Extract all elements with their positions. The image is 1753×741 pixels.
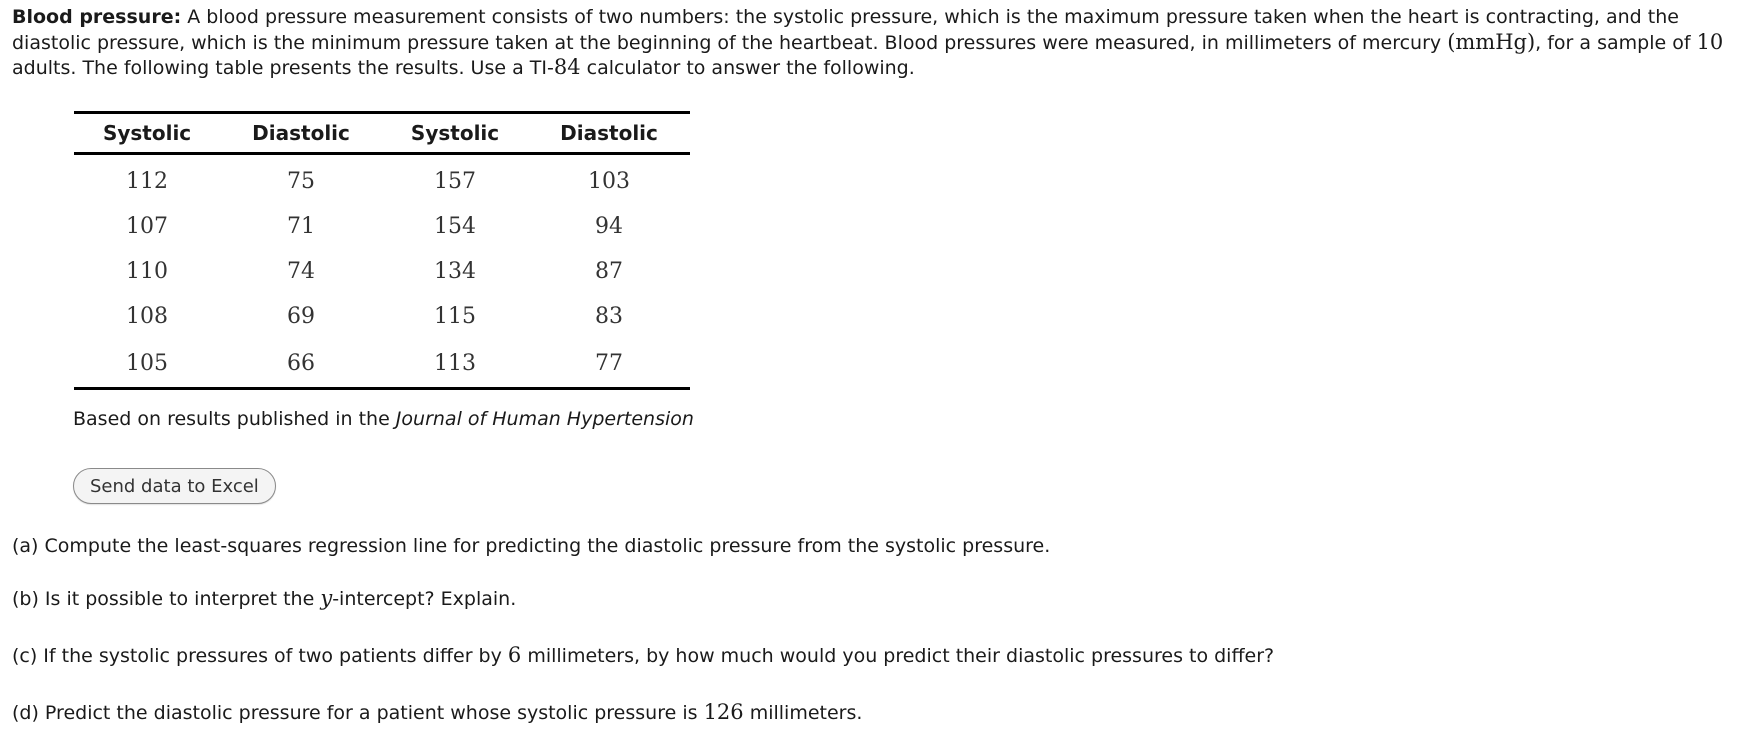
question-c-text-2: millimeters, by how much would you predict their diastolic pressures to differ? [521, 645, 1275, 667]
question-d [12, 700, 862, 724]
table-cell: 74 [287, 259, 316, 284]
blood-pressure-table [74, 111, 690, 390]
table-header-row [74, 113, 690, 154]
question-d-text-1: (d) Predict the diastolic pressure for a patient whose systolic pressure is [12, 702, 704, 724]
question-b-text-2: -intercept? Explain. [332, 588, 517, 610]
intro-text-2: , for a sample of [1535, 31, 1697, 54]
send-data-to-excel-button[interactable]: Send data to Excel [73, 468, 276, 504]
problem-title: Blood pressure: [12, 6, 182, 28]
header-diastolic-2: Diastolic [528, 113, 690, 154]
table-cell: 71 [287, 214, 316, 239]
header-systolic-1: Systolic [74, 113, 220, 154]
table-cell: 94 [595, 214, 624, 239]
table-cell: 110 [126, 259, 169, 284]
table-cell: 113 [382, 339, 528, 389]
table-cell: 134 [434, 259, 477, 284]
header-systolic-2: Systolic [382, 113, 528, 154]
unit-mmhg: (mmHg) [1447, 29, 1536, 54]
table-cell: 66 [220, 339, 382, 389]
table-cell: 103 [588, 169, 631, 194]
table-cell: 87 [595, 259, 624, 284]
intro-text-4: calculator to answer the following. [580, 57, 915, 79]
sample-size: 10 [1696, 29, 1724, 54]
header-diastolic-1: Diastolic [220, 113, 382, 154]
intro-text-1: A blood pressure measurement consists of two numbers: the systolic pressure, which is the maximum pressure taken when the heart is contracting, and the diastolic pressure, which is the minimum pressure taken at the beginning of the heartbeat. Blood pressures were measured, in millimeters of mercury [12, 6, 1679, 54]
question-b [12, 586, 516, 610]
problem-intro [12, 5, 1742, 81]
question-b-text-1: (b) Is it possible to interpret the [12, 588, 321, 610]
data-source [73, 408, 694, 430]
systolic-value: 126 [703, 700, 744, 724]
intro-text-3: adults. The following table presents the results. Use a TI- [12, 57, 554, 79]
table-cell: 108 [126, 304, 169, 329]
question-c [12, 643, 1274, 667]
table-cell: 112 [126, 169, 169, 194]
source-prefix: Based on results published in the [73, 408, 396, 430]
calculator-model: 84 [553, 55, 581, 79]
table-cell: 115 [434, 304, 477, 329]
question-a: (a) Compute the least-squares regression line for predicting the diastolic pressure from the systolic pressure. [12, 535, 1051, 557]
table-cell: 75 [287, 169, 316, 194]
table-row [74, 249, 690, 294]
table-row [74, 339, 690, 389]
question-d-text-2: millimeters. [743, 702, 863, 724]
table-cell: 69 [287, 304, 316, 329]
table-row [74, 204, 690, 249]
table-cell: 157 [434, 169, 477, 194]
table-row [74, 154, 690, 205]
table-cell: 105 [74, 339, 220, 389]
journal-name: Journal of Human Hypertension [395, 408, 694, 430]
y-variable: y [320, 586, 333, 610]
table-cell: 154 [434, 214, 477, 239]
question-c-text-1: (c) If the systolic pressures of two patients differ by [12, 645, 508, 667]
difference-value: 6 [507, 643, 522, 667]
table-cell: 77 [528, 339, 690, 389]
table-cell: 107 [126, 214, 169, 239]
table-row [74, 294, 690, 339]
table-cell: 83 [595, 304, 624, 329]
